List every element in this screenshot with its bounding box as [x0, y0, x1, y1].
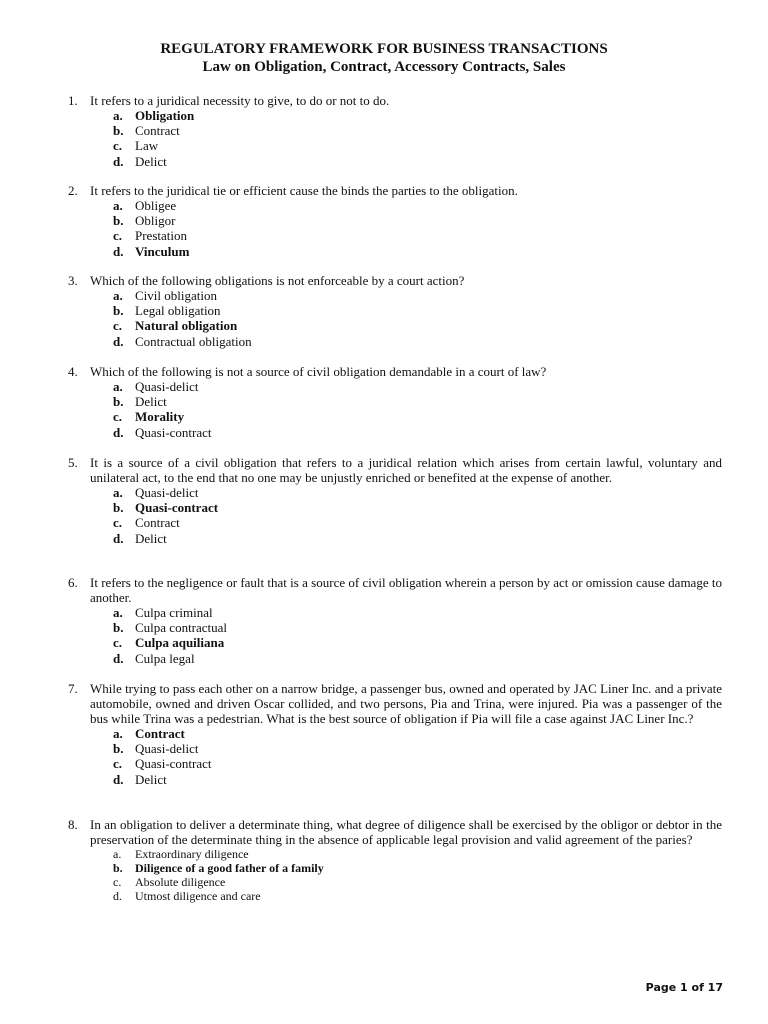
question-text: It refers to a juridical necessity to give, to do or not to do. [90, 93, 390, 108]
question-7 [68, 681, 722, 787]
option-c: c. Culpa aquiliana [113, 635, 225, 651]
question-number: 8. [68, 817, 78, 832]
question-number: 2. [68, 183, 78, 198]
question-text: It refers to the negligence or fault that is a source of civil obligation wherein a person by act or omission cause damage to another. [90, 575, 722, 605]
question-number: 5. [68, 455, 78, 470]
option-c: c. Absolute diligence [113, 875, 226, 889]
option-c: c. Natural obligation [113, 318, 238, 334]
option-d: d. Vinculum [113, 243, 190, 259]
question-text: Which of the following is not a source of civil obligation demandable in a court of law? [90, 364, 547, 379]
page-number: Page 1 of 17 [645, 981, 723, 994]
question-text: It refers to the juridical tie or efficient cause the binds the parties to the obligation. [90, 183, 518, 198]
option-c: c. Quasi-contract [113, 756, 212, 772]
question-number: 4. [68, 364, 78, 379]
option-a: a. Obligee [113, 198, 177, 213]
question-number: 6. [68, 575, 78, 590]
question-number: 3. [68, 273, 78, 288]
question-3 [68, 273, 722, 349]
option-d: d. Quasi-contract [113, 424, 212, 440]
option-d: d. Utmost diligence and care [113, 889, 261, 903]
question-number: 1. [68, 93, 78, 108]
option-a: a. Obligation [113, 108, 195, 123]
question-5 [68, 455, 722, 546]
option-d: d. Delict [113, 530, 167, 546]
option-c: c. Morality [113, 409, 185, 425]
question-text: While trying to pass each other on a narrow bridge, a passenger bus, owned and operated by JAC Liner Inc. and a private automobile, owned and driven Oscar collided, and two persons, Pia and Trina, were injured. Pia was a passenger of the bus while Trina was a pedestrian. What is the best source of obligation if Pia will file a case against JAC Liner Inc.? [90, 681, 722, 726]
document-title: REGULATORY FRAMEWORK FOR BUSINESS TRANSACTIONS [160, 41, 608, 57]
question-6 [68, 575, 722, 666]
option-c: c. Contract [113, 515, 180, 531]
option-d: d. Delict [113, 771, 167, 787]
option-c: c. Law [113, 138, 159, 154]
document-subtitle: Law on Obligation, Contract, Accessory Contracts, Sales [202, 59, 566, 75]
question-2 [68, 183, 722, 259]
question-number: 7. [68, 681, 78, 696]
option-a: a. Quasi-delict [113, 379, 199, 394]
question-1 [68, 93, 722, 169]
option-a: a. Quasi-delict [113, 485, 199, 500]
option-b: b. Diligence of a good father of a family [113, 861, 324, 875]
option-b: b. Contract [113, 123, 180, 139]
option-b: b. Culpa contractual [113, 620, 228, 636]
option-b: b. Obligor [113, 213, 176, 229]
question-8 [68, 817, 722, 903]
option-b: b. Delict [113, 394, 167, 410]
question-text: In an obligation to deliver a determinate thing, what degree of diligence shall be exercised by the obligor or debtor in the preservation of the determinate thing in the absence of applicable legal provision and valid agreement of the paries? [90, 817, 722, 847]
option-a: a. Contract [113, 726, 185, 741]
option-b: b. Legal obligation [113, 303, 221, 319]
option-d: d. Contractual obligation [113, 333, 252, 349]
option-c: c. Prestation [113, 228, 187, 244]
option-b: b. Quasi-delict [113, 741, 199, 757]
option-a: a. Civil obligation [113, 288, 217, 303]
question-text: It is a source of a civil obligation that refers to a juridical relation which arises from certain lawful, voluntary and unilateral act, to the end that no one may be unjustly enriched or benefited at the expense of another. [90, 455, 722, 485]
option-a: a. Culpa criminal [113, 605, 213, 620]
question-text: Which of the following obligations is not enforceable by a court action? [90, 273, 465, 288]
option-b: b. Quasi-contract [113, 500, 219, 516]
option-d: d. Culpa legal [113, 650, 195, 666]
option-a: a. Extraordinary diligence [113, 847, 249, 861]
option-d: d. Delict [113, 153, 167, 169]
question-4 [68, 364, 722, 440]
